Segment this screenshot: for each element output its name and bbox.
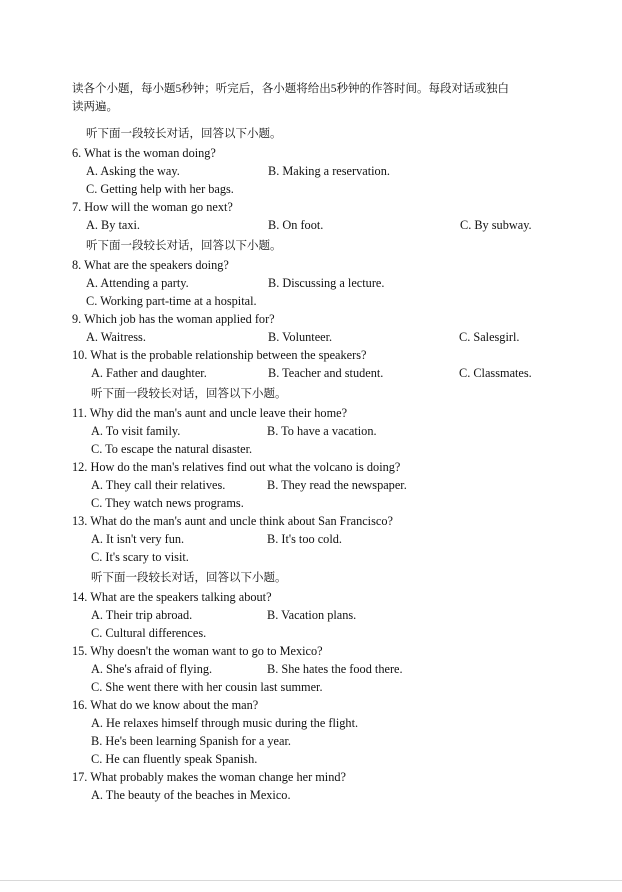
option-a: A. Asking the way. xyxy=(86,164,180,178)
option-b: B. Vacation plans. xyxy=(267,608,357,622)
options-row xyxy=(72,786,562,804)
option-a: A. The beauty of the beaches in Mexico. xyxy=(91,788,291,802)
section-label: 听下面一段较长对话，回答以下小题。 xyxy=(91,388,287,400)
instruction-text: 读两遍。 xyxy=(72,101,118,113)
options-row xyxy=(72,292,562,310)
options-row xyxy=(72,328,562,346)
option-b: B. She hates the food there. xyxy=(267,662,403,676)
option-a: A. They call their relatives. xyxy=(91,478,226,492)
options-row xyxy=(72,660,562,678)
option-c: C. They watch news programs. xyxy=(91,496,244,510)
option-a: A. Their trip abroad. xyxy=(91,608,193,622)
question-6: 6. What is the woman doing? xyxy=(72,146,216,160)
option-b: B. It's too cold. xyxy=(267,532,342,546)
question-11: 11. Why did the man's aunt and uncle leave their home? xyxy=(72,406,348,420)
option-c: C. Working part-time at a hospital. xyxy=(86,294,257,308)
question-17: 17. What probably makes the woman change her mind? xyxy=(72,770,346,784)
question-10: 10. What is the probable relationship between the speakers? xyxy=(72,348,367,362)
option-a: A. She's afraid of flying. xyxy=(91,662,213,676)
option-c: C. By subway. xyxy=(460,218,532,232)
question-8: 8. What are the speakers doing? xyxy=(72,258,229,272)
options-row xyxy=(72,364,562,382)
option-a: A. Attending a party. xyxy=(86,276,189,290)
instruction-text: 读各个小题，每小题5秒钟；听完后，各小题将给出5秒钟的作答时间。每段对话或独白 xyxy=(72,83,509,95)
section-label: 听下面一段较长对话，回答以下小题。 xyxy=(91,572,287,584)
options-row xyxy=(72,606,562,624)
options-row xyxy=(72,476,562,494)
options-row xyxy=(72,162,562,180)
option-b: B. On foot. xyxy=(268,218,324,232)
options-row xyxy=(72,494,562,512)
options-row xyxy=(72,274,562,292)
option-b: B. They read the newspaper. xyxy=(267,478,407,492)
option-c: C. Getting help with her bags. xyxy=(86,182,234,196)
option-a: A. By taxi. xyxy=(86,218,140,232)
options-row xyxy=(72,750,562,768)
option-c: C. It's scary to visit. xyxy=(91,550,189,564)
option-c: C. Classmates. xyxy=(459,366,532,380)
option-a: A. He relaxes himself through music during the flight. xyxy=(91,716,359,730)
option-c: C. To escape the natural disaster. xyxy=(91,442,253,456)
option-c: C. Cultural differences. xyxy=(91,626,207,640)
page-bottom-border xyxy=(0,880,622,881)
option-a: A. It isn't very fun. xyxy=(91,532,185,546)
options-row xyxy=(72,422,562,440)
question-12: 12. How do the man's relatives find out what the volcano is doing? xyxy=(72,460,401,474)
question-9: 9. Which job has the woman applied for? xyxy=(72,312,275,326)
options-row xyxy=(72,180,562,198)
options-row xyxy=(72,678,562,696)
option-b: B. Teacher and student. xyxy=(268,366,384,380)
options-row xyxy=(72,732,562,750)
options-row xyxy=(72,548,562,566)
options-row xyxy=(72,714,562,732)
question-7: 7. How will the woman go next? xyxy=(72,200,233,214)
options-row xyxy=(72,530,562,548)
options-row xyxy=(72,216,562,234)
option-b: B. Making a reservation. xyxy=(268,164,390,178)
option-b: B. Discussing a lecture. xyxy=(268,276,385,290)
option-b: B. Volunteer. xyxy=(268,330,333,344)
question-14: 14. What are the speakers talking about? xyxy=(72,590,272,604)
question-13: 13. What do the man's aunt and uncle think about San Francisco? xyxy=(72,514,393,528)
option-c: C. She went there with her cousin last summer. xyxy=(91,680,323,694)
section-label: 听下面一段较长对话，回答以下小题。 xyxy=(86,128,282,140)
options-row xyxy=(72,624,562,642)
option-b: B. He's been learning Spanish for a year. xyxy=(91,734,291,748)
option-a: A. To visit family. xyxy=(91,424,181,438)
option-c: C. He can fluently speak Spanish. xyxy=(91,752,258,766)
option-b: B. To have a vacation. xyxy=(267,424,377,438)
option-c: C. Salesgirl. xyxy=(459,330,520,344)
option-a: A. Waitress. xyxy=(86,330,146,344)
options-row xyxy=(72,440,562,458)
question-15: 15. Why doesn't the woman want to go to Mexico? xyxy=(72,644,323,658)
section-label: 听下面一段较长对话，回答以下小题。 xyxy=(86,240,282,252)
option-a: A. Father and daughter. xyxy=(91,366,207,380)
question-16: 16. What do we know about the man? xyxy=(72,698,259,712)
